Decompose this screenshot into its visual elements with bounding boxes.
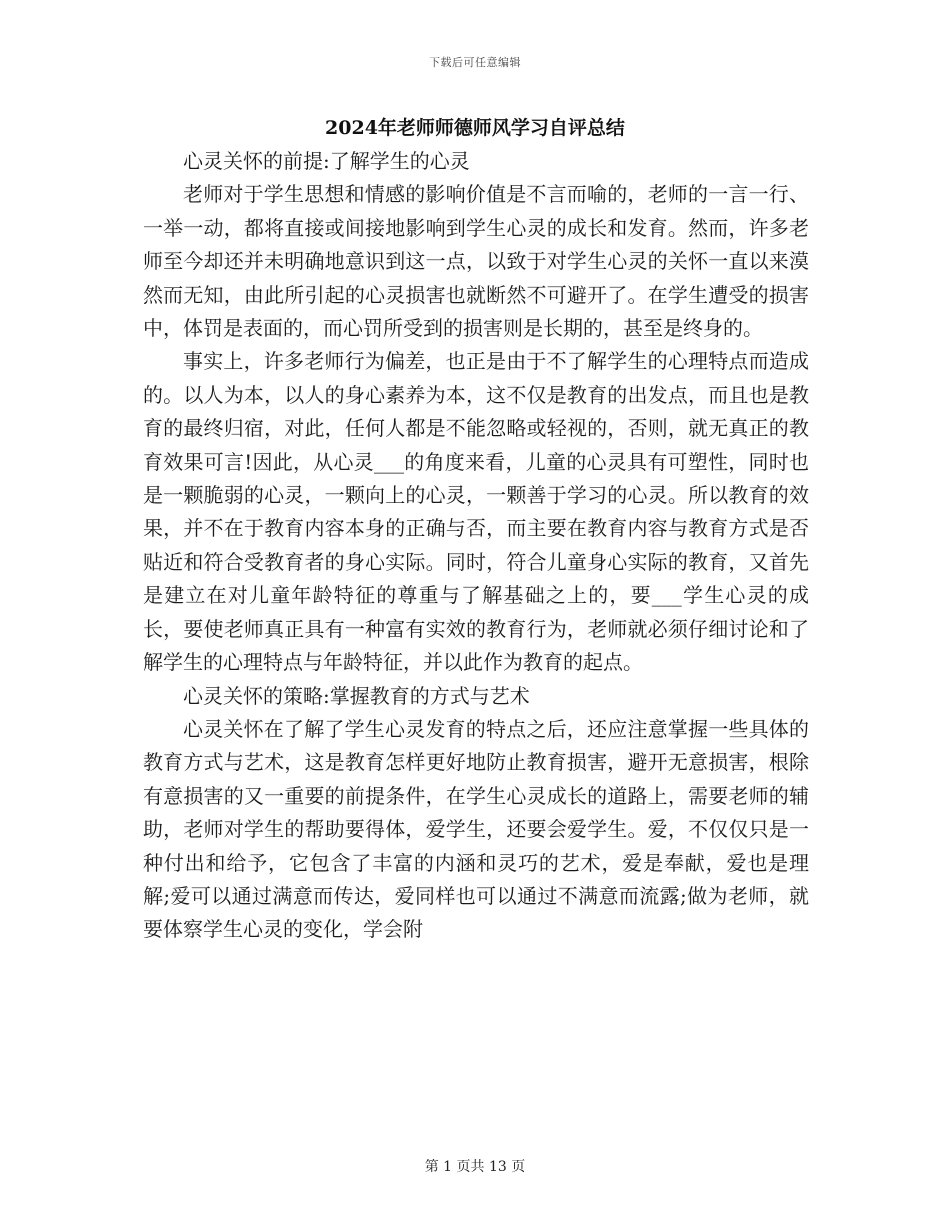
body-paragraph: 事实上，许多老师行为偏差，也正是由于不了解学生的心理特点而造成的。以人为本，以人的身心素养为本，这不仅是教育的出发点，而且也是教育的最终归宿，对此，任何人都是不能忽略或轻视的，否则，就无真正的教育效果可言!因此，从心灵___的角度来看，儿童的心灵具有可塑性，同时也是一颗脆弱的心灵，一颗向上的心灵，一颗善于学习的心灵。所以教育的效果，并不在于教育内容本身的正确与否，而主要在教育内容与教育方式是否贴近和符合受教育者的身心实际。同时，符合儿童身心实际的教育，又首先是建立在对儿童年龄特征的尊重与了解基础之上的，要___学生心灵的成长，要使老师真正具有一种富有实效的教育行为，老师就必须仔细讨论和了解学生的心理特点与年龄特征，并以此作为教育的起点。 (143, 349, 809, 675)
page-number-footer: 第 1 页共 13 页 (424, 1159, 526, 1175)
body-paragraph: 心灵关怀在了解了学生心灵发育的特点之后，还应注意掌握一些具体的教育方式与艺术，这是教育怎样更好地防止教育损害，避开无意损害，根除有意损害的又一重要的前提条件，在学生心灵成长的道路上，需要老师的辅助，老师对学生的帮助要得体，爱学生，还要会爱学生。爱，不仅仅只是一种付出和给予，它包含了丰富的内涵和灵巧的艺术，爱是奉献，爱也是理解;爱可以通过满意而传达，爱同样也可以通过不满意而流露;做为老师，就要体察学生心灵的变化，学会附 (143, 716, 809, 942)
section-heading: 心灵关怀的前提:了解学生的心灵 (183, 149, 470, 173)
document-body (143, 145, 809, 947)
body-paragraph: 老师对于学生思想和情感的影响价值是不言而喻的，老师的一言一行、一举一动，都将直接或间接地影响到学生心灵的成长和发育。然而，许多老师至今却还并未明确地意识到这一点，以致于对学生心灵的关怀一直以来漠然而无知，由此所引起的心灵损害也就断然不可避开了。在学生遭受的损害中，体罚是表面的，而心罚所受到的损害则是长期的，甚至是终身的。 (143, 182, 809, 341)
document-title: 2024年老师师德师风学习自评总结 (325, 117, 625, 139)
page-header-note: 下载后可任意编辑 (429, 56, 521, 69)
section-heading: 心灵关怀的策略:掌握教育的方式与艺术 (183, 683, 530, 708)
